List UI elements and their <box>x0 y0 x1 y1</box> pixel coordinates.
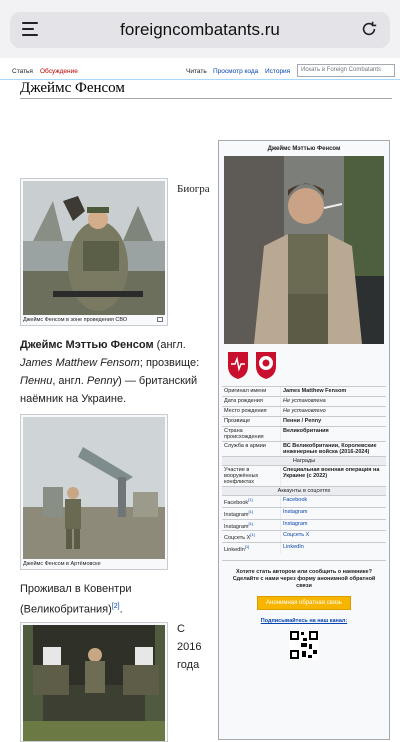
social-network-name <box>222 520 280 531</box>
infobox-social-row <box>222 519 386 531</box>
residence-text: Проживал в Ковентри (Великобритания) <box>20 583 132 616</box>
infobox-social-row <box>222 507 386 519</box>
subscribe-link[interactable]: Подписывайтесь на наш канал: <box>260 618 348 625</box>
social-network-label: LinkedIn <box>224 547 245 554</box>
social-network-label: Instagram <box>224 523 249 530</box>
social-network-link[interactable]: Instagram <box>280 508 386 519</box>
infobox-social-row <box>222 542 386 554</box>
social-network-name <box>222 543 280 554</box>
tab-history[interactable]: История <box>265 68 291 75</box>
infobox-value: James Matthew Fensom <box>280 387 386 396</box>
page-title: Джеймс Фенсом <box>20 80 125 96</box>
badge-emblem-icon <box>254 350 278 380</box>
portrait-photo <box>224 156 384 344</box>
infobox-value: ВС Великобритании, Королевские инженерные войска (2016-2024) <box>280 442 386 456</box>
infobox-awards-header: Награды <box>222 456 386 465</box>
soldier-with-dog-photo <box>23 181 165 315</box>
infobox-social-row <box>222 530 386 542</box>
image-1-caption: Джеймс Фенсом в зоне проведения СВО <box>23 317 165 323</box>
infobox-rows <box>222 386 386 456</box>
citation-link[interactable]: [1] <box>248 520 253 526</box>
shield-emblem-icon <box>226 350 250 380</box>
social-network-label: Instagram <box>224 511 249 518</box>
intro-text: (англ. <box>153 339 186 351</box>
social-network-link[interactable]: Instagram <box>280 520 386 531</box>
qr-code-icon[interactable] <box>289 630 319 660</box>
url-field[interactable] <box>10 12 390 48</box>
infobox-row <box>222 406 386 416</box>
anonymous-feedback-button[interactable]: Анонимная обратная связь <box>257 596 351 610</box>
infobox-key: Место рождения <box>224 408 267 414</box>
infobox-value: Специальная военная операция на Украине (с 2022) <box>280 466 386 486</box>
intro-paragraph <box>20 336 210 408</box>
citation-link[interactable]: [2] <box>111 603 120 610</box>
intro-text: , англ. <box>52 375 87 387</box>
social-network-name <box>222 531 280 542</box>
wiki-tabs <box>0 62 400 80</box>
title-divider <box>20 98 392 99</box>
soldier-in-artemovsk-photo <box>23 417 165 559</box>
social-network-link[interactable]: Соцсеть X <box>280 531 386 542</box>
infobox-row <box>222 396 386 406</box>
infobox-key: Прозвище <box>224 418 251 424</box>
thumb-image-1[interactable] <box>20 178 168 326</box>
thumb-image-3[interactable] <box>20 622 168 742</box>
infobox-value: Пенни / Penny <box>280 417 386 426</box>
intro-english-name: James Matthew Fensom <box>20 357 140 369</box>
intro-text: ) — британский наёмник на Украине. <box>20 375 198 405</box>
infobox-social-row <box>222 495 386 507</box>
infobox-row <box>222 441 386 456</box>
social-network-label: Facebook <box>224 499 249 506</box>
reload-icon[interactable] <box>360 20 378 38</box>
infobox-key: Служба в армии <box>224 443 266 449</box>
tab-view-source[interactable]: Просмотр кода <box>213 68 259 75</box>
infobox-row <box>222 386 386 396</box>
image-2-caption: Джеймс Фенсом в Артёмовске <box>23 561 101 567</box>
intro-nickname-en: Penny <box>86 375 119 387</box>
social-network-name <box>222 496 280 507</box>
infobox-social-rows <box>222 495 386 554</box>
tab-read[interactable]: Читать <box>186 68 207 75</box>
emblems <box>222 344 386 386</box>
infobox-row <box>222 416 386 426</box>
feedback-block <box>222 560 386 662</box>
enlarge-icon[interactable] <box>157 317 163 322</box>
section-heading-fragment: Биогра <box>177 183 210 195</box>
browser-address-bar <box>0 0 400 58</box>
infobox <box>218 140 390 740</box>
feedback-text: Хотите стать автором или сообщить о наемнике? Сделайте с нами через форму анонимной обратной связи <box>232 569 376 590</box>
intro-nickname: Пенни <box>20 375 53 387</box>
infobox-row <box>222 426 386 441</box>
infobox-row-conflicts <box>222 465 386 486</box>
infobox-key: Страна происхождения <box>224 428 264 440</box>
intro-name: Джеймс Мэттью Фенсом <box>20 339 154 351</box>
infobox-value: Не установлена <box>280 397 386 406</box>
infobox-value: Не установлено <box>280 407 386 416</box>
infobox-title: Джеймс Мэттью Фенсом <box>267 146 341 152</box>
social-network-link[interactable]: Facebook <box>280 496 386 507</box>
tab-article[interactable]: Статья <box>12 68 33 75</box>
since-year-text: С 2016 года <box>177 623 202 671</box>
group-of-soldiers-photo <box>23 625 165 741</box>
citation-link[interactable]: [1] <box>248 497 253 502</box>
citation-link[interactable]: [1] <box>250 532 255 538</box>
infobox-key: Дата рождения <box>224 398 263 404</box>
intro-text: ; прозвище: <box>139 357 200 369</box>
thumb-image-2[interactable] <box>20 414 168 570</box>
social-network-name <box>222 508 280 519</box>
url-text[interactable]: foreigncombatants.ru <box>120 20 280 39</box>
infobox-key: Участие в вооружённых конфликтах <box>224 467 259 485</box>
infobox-key: Оригинал имени <box>224 388 267 394</box>
infobox-social-header: Аккаунты в соцсетях <box>222 486 386 495</box>
social-network-link[interactable]: LinkedIn <box>280 543 386 554</box>
wiki-search-input[interactable]: Искать в Foreign Combatants <box>297 64 395 77</box>
tab-discussion[interactable]: Обсуждение <box>40 68 78 75</box>
social-network-label: Соцсеть X <box>224 535 251 542</box>
citation-link[interactable]: [1] <box>244 544 250 550</box>
residence-paragraph: Проживал в Ковентри (Великобритания)[2]. <box>20 583 132 616</box>
infobox-value: Великобритания <box>280 427 386 441</box>
citation-link[interactable]: [1] <box>248 508 253 514</box>
